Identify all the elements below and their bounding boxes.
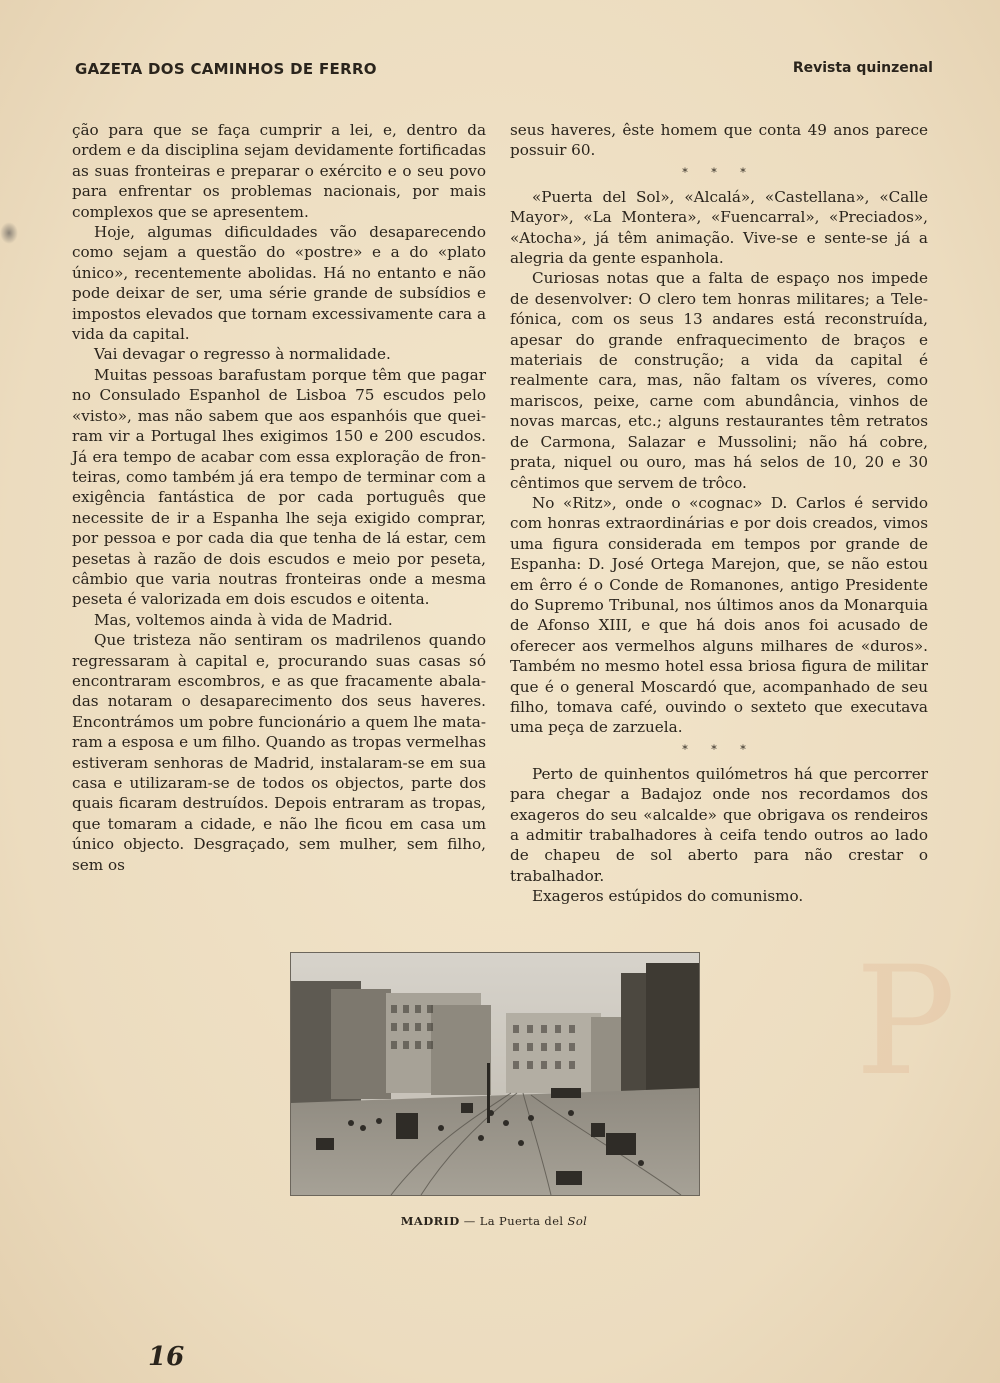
paragraph: Mas, voltemos ainda à vida de Madrid. (94, 610, 393, 629)
publication-title: GAZETA DOS CAMINHOS DE FERRO (75, 60, 377, 78)
paragraph: ção para que se faça cumprir a lei, e, dentro da ordem e da disciplina sejam devidamente fortificadas as suas fronteiras e preparar o exército e o seu povo para enfrentar os problemas nacionais, por mais complexos que se apresentem. (72, 121, 486, 221)
section-separator: * * * (682, 742, 756, 756)
section-separator: * * * (682, 165, 756, 179)
caption-dash: — (459, 1214, 480, 1228)
paragraph: Hoje, algumas dificuldades vão desaparecendo como sejam a questão do «postre» e a do «plato único», recentemente abolidas. Há no entanto e não pode deixar de ser, uma série grande de subsídios e impostos elevados que tornam excessivamente cara a vida da capital. (72, 223, 486, 344)
paragraph: Exageros estúpidos do comunismo. (532, 887, 804, 906)
street-scene-illustration (291, 953, 699, 1195)
right-column (510, 120, 928, 907)
bleed-through-mark: P (855, 935, 956, 1109)
running-header (75, 60, 933, 86)
paragraph: Muitas pessoas barafustam porque têm que pagar no Consulado Espanhol de Lisboa 75 escudos pelo «visto», mas não sabem que aos espanhóis que queiram vir a Portugal lhes exigimos 150 e 200 escudos. Já era tempo de acabar com essa exploração de fronteiras, como também já era tempo de terminar com a exigência fantástica de por cada português que necessite de ir a Espanha lhe seja exigido comprar, por pessoa e por cada dia que tenha de lá estar, cem pesetas à razão de dois escudos e meio por peseta, câmbio que varia noutras fronteiras onde a mesma peseta é valorizada em dois escudos e oitenta. (72, 365, 486, 609)
photo-caption (290, 1214, 698, 1228)
caption-place: MADRID (400, 1214, 460, 1228)
paragraph: «Puerta del Sol», «Alcalá», «Castellana», «Calle Mayor», «La Montera», «Fuencarral», «Preciados», «Atocha», já têm animação. Vive-se e sente-se já a alegria da gente espanhola. (510, 187, 928, 268)
caption-italic: Sol (567, 1214, 588, 1228)
publication-subtitle: Revista quinzenal (792, 60, 933, 76)
left-column (72, 120, 486, 875)
paragraph: Curiosas notas que a falta de espaço nos impede de desenvolver: O clero tem honras militares; a Telefónica, com os seus 13 andares está reconstruída, apesar do grande enfraquecimento de braços e materiais de construção; a vida da capital é realmente cara, mas, não faltam os víveres, como mariscos, peixe, carne com abundância, vinhos de novas marcas, etc.; alguns restaurantes têm retratos de Carmona, Salazar e Mussolini; não há cobre, prata, niquel ou ouro, mas há selos de 10, 20 e 30 cêntimos que servem de trôco. (510, 269, 928, 492)
paragraph: Perto de quinhentos quilómetros há que percorrer para chegar a Badajoz onde nos recordamos dos exageros do seu «alcalde» que obrigava os rendeiros a admitir trabalhadores à ceifa tendo outros ao lado de chapeu de sol aberto para não crestar o trabalhador. (510, 764, 928, 885)
paragraph: Que tristeza não sentiram os madrilenos quando regressaram à capital e, procurando suas casas só encontraram escombros, e as que fracamente abaladas notaram o desaparecimento dos seus haveres. Encontrámos um pobre funcionário a quem lhe mataram a esposa e um filho. Quando as tropas vermelhas estiveram senhoras de Madrid, instalaram-se em sua casa e utilizaram-se de todos os objectos, parte dos quais ficaram destruídos. Depois entraram as tropas, que tomaram a cidade, e não lhe ficou em casa um único objecto. Desgraçado, sem mulher, sem filho, sem os (72, 631, 486, 874)
paragraph: Vai devagar o regresso à normalidade. (94, 345, 391, 364)
paper-stain (0, 222, 18, 244)
page-number: 16 (148, 1342, 185, 1372)
paragraph-continuation: seus haveres, êste homem que conta 49 anos parece possuir 60. (510, 121, 928, 160)
puerta-del-sol-photo (290, 952, 700, 1196)
caption-text: La Puerta del (479, 1214, 568, 1228)
paragraph: No «Ritz», onde o «cognac» D. Carlos é servido com honras extraordinárias e por dois creados, vimos uma figura considerada em tempos por grande de Espanha: D. José Ortega Marejon, que, se não estou em êrro é o Conde de Romanones, antigo Presidente do Supremo Tribunal, nos últimos anos da Monarquia de Afonso XIII, e que há dois anos foi acusado de oferecer aos vermelhos alguns milhares de «duros». Também no mesmo hotel essa briosa figura de militar que é o general Moscardó que, acompanhado de seu filho, tomava café, ouvindo o sexteto que executava uma peça de zarzuela. (510, 493, 928, 737)
